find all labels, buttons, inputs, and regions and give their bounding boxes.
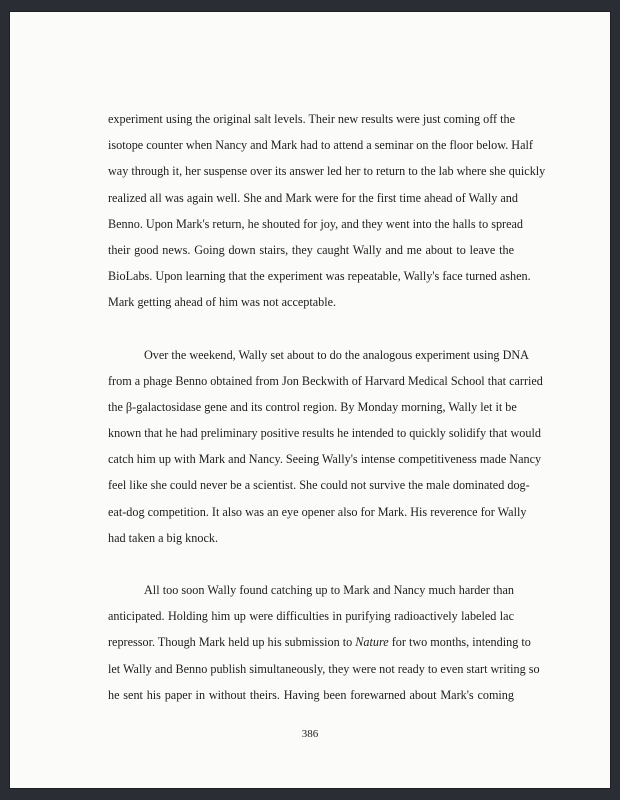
journal-title: Nature — [355, 635, 389, 650]
text-line: known that he had preliminary positive results he intended to quickly solidify that would — [108, 426, 541, 441]
text-line — [108, 629, 531, 655]
text-segment: for two months, intending to — [388, 635, 531, 650]
text-line: All too soon Wally found catching up to Mark and Nancy much harder than — [144, 583, 514, 597]
text-line: from a phage Benno obtained from Jon Beckwith of Harvard Medical School that carried — [108, 373, 543, 388]
paragraph-gap — [108, 551, 514, 577]
text-line: the β-galactosidase gene and its control region. By Monday morning, Wally let it be — [108, 399, 517, 414]
paragraph-3 — [108, 577, 540, 708]
text-line: catch him up with Mark and Nancy. Seeing Wally's intense competitiveness made Nancy — [108, 452, 542, 467]
text-line: experiment using the original salt levels. Their new results were just coming off the — [108, 112, 516, 126]
text-line: realized all was again well. She and Mark were for the first time ahead of Wally and — [108, 190, 518, 205]
paragraph-2 — [108, 342, 543, 552]
text-line: way through it, her suspense over its answer led her to return to the lab where she quickly — [108, 164, 546, 179]
text-line: anticipated. Holding him up were difficulties in purifying radioactively labeled lac — [108, 609, 514, 624]
text-line: isotope counter when Nancy and Mark had to attend a seminar on the floor below. Half — [108, 138, 533, 153]
paragraph-gap — [108, 316, 514, 342]
text-segment: repressor. Though Mark held up his submission to — [108, 635, 356, 650]
body-text — [108, 106, 546, 708]
text-line: their good news. Going down stairs, they caught Wally and me about to leave the — [108, 242, 514, 257]
page-number: 386 — [301, 728, 319, 740]
paragraph-1 — [108, 106, 546, 316]
text-line: let Wally and Benno publish simultaneously, they were not ready to even start writing so — [108, 661, 540, 676]
text-line: Mark getting ahead of him was not acceptable. — [108, 295, 337, 310]
text-line: he sent his paper in without theirs. Having been forewarned about Mark's coming — [108, 687, 514, 702]
text-line: eat-dog competition. It also was an eye opener also for Mark. His reverence for Wally — [108, 504, 527, 519]
text-line: Benno. Upon Mark's return, he shouted for joy, and they went into the halls to spread — [108, 216, 524, 231]
text-line: Over the weekend, Wally set about to do the analogous experiment using DNA — [144, 347, 529, 362]
document-page — [10, 12, 610, 788]
text-line: feel like she could never be a scientist. She could not survive the male dominated dog- — [108, 478, 530, 493]
text-line: BioLabs. Upon learning that the experiment was repeatable, Wally's face turned ashen. — [108, 269, 531, 284]
text-line: had taken a big knock. — [108, 530, 218, 545]
